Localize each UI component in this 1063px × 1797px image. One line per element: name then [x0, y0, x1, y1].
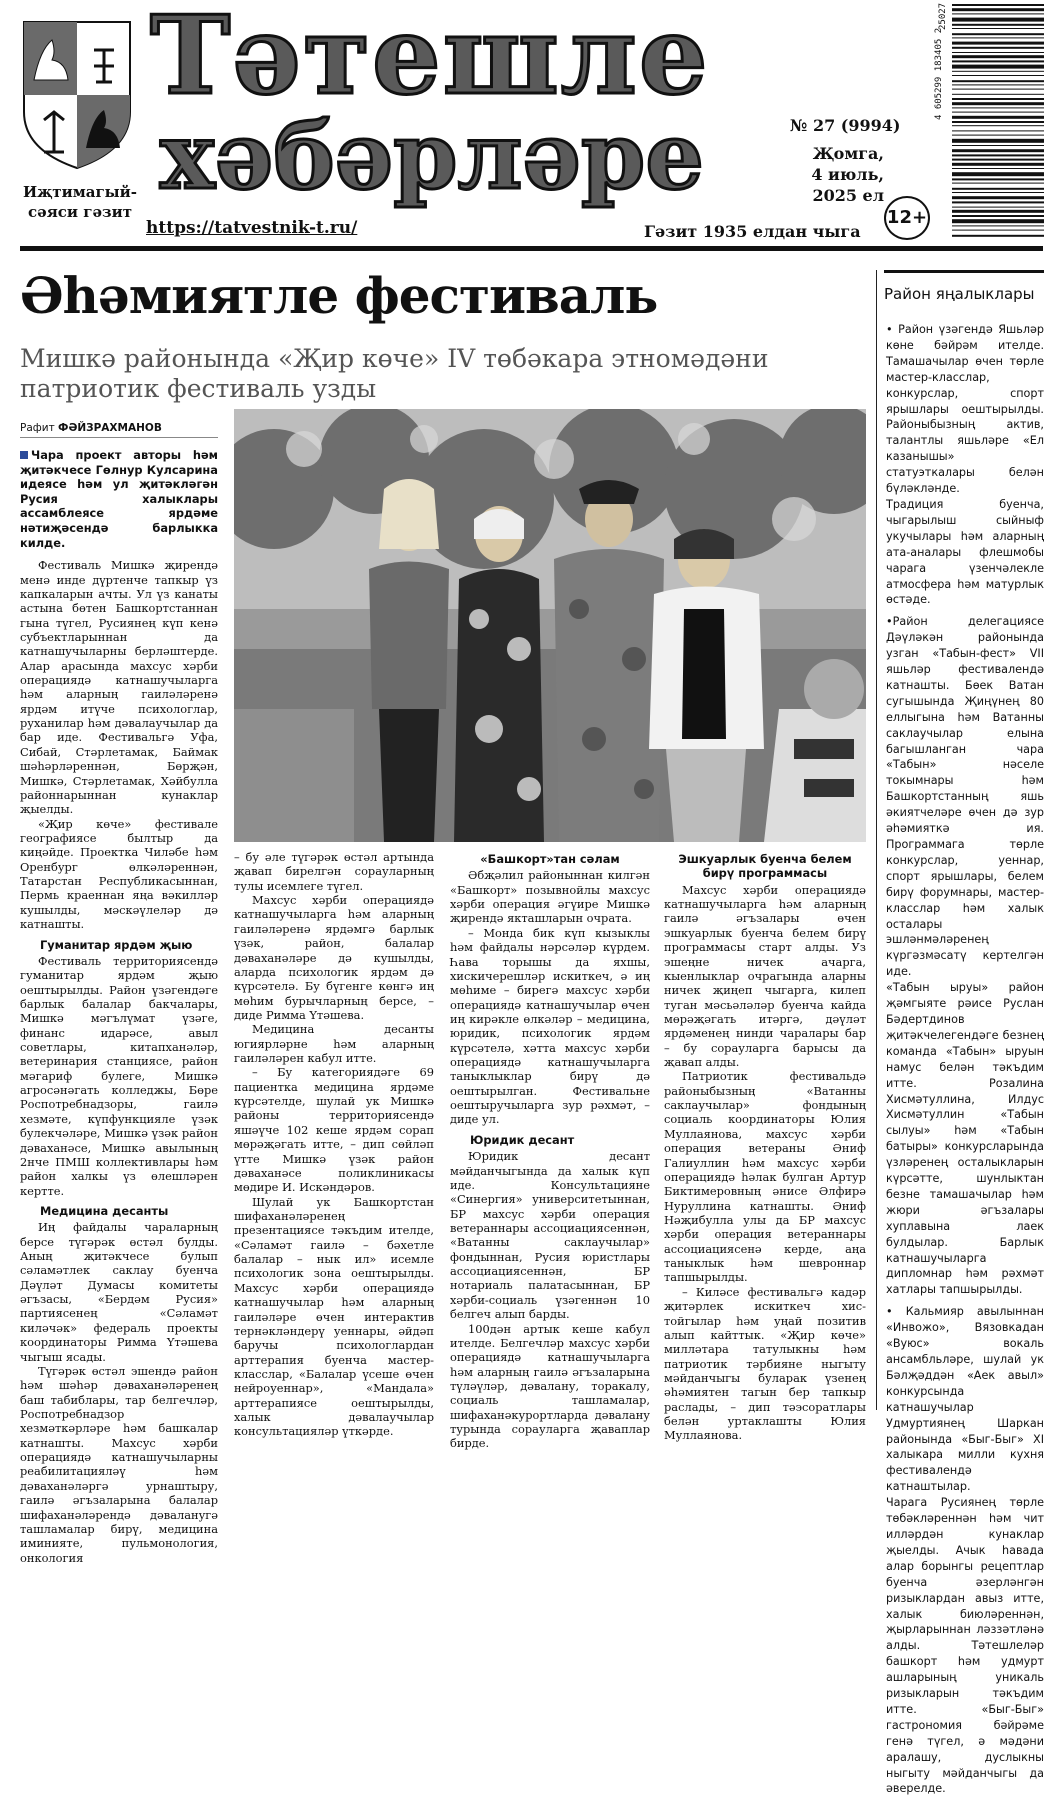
barcode-bar	[952, 98, 1044, 100]
sidebar-news	[886, 322, 1044, 1797]
coat-of-arms-emblem	[22, 20, 132, 170]
barcode-bar	[952, 183, 1044, 184]
barcode-bar	[952, 219, 1044, 223]
barcode-bar	[952, 65, 1044, 69]
barcode-icon	[936, 0, 1046, 240]
article-paragraph: – бу әле түгәрәк өстәл артында җавап бирелгән сорауларның тулы исемлеге түгел.	[234, 850, 434, 893]
article-paragraph: – Киләсе фестивальгә кадәр җитәрлек искиткеч хис-тойгылар һәм уңай позитив алып кайттык. «Җир көче» милләтара татулыкны һәм патриотик тәрбияне ныгыту мәйданчыгы буларак үзенең әһәмиятен тагын бер тапкыр раслады, – дип тәэсоратлары белән уртаклашты Юлия Муллаянова.	[664, 1284, 866, 1443]
article-paragraph: – Бу категориядәге 69 пациентка медицина ярдәме күрсәтелде, шулай ук Мишкә районы территориясендә яшәүче 102 кеше ярдәм сорап мөрәҗәгать итте, – дип сөйләп үтте Мишкә үзәк район дәваханәсе поликлиникасы мөдире И. Искәндәров.	[234, 1065, 434, 1195]
barcode-bar	[952, 196, 1044, 199]
barcode-bar	[952, 159, 1044, 161]
barcode-top: 25027	[938, 2, 948, 30]
barcode-bar	[952, 71, 1044, 72]
barcode-bar	[952, 52, 1044, 53]
article-paragraph: Медицина десанты югиярләрне һәм аларның гаиләләрен кабул итте.	[234, 1022, 434, 1066]
masthead-rule	[20, 246, 1043, 251]
barcode-bar	[952, 168, 1044, 169]
barcode-bar	[952, 172, 1044, 176]
subheading-entrepreneurship: Эшкуарлык буенча белем бирү программасы	[678, 852, 852, 881]
barcode-bar	[952, 121, 1044, 123]
barcode-bar	[952, 225, 1044, 226]
sidebar-item: Традиция буенча, чыгарылыш сыйныф укучылары һәм аларның ата-аналары флешмобы чарага үзенчәлекле атмосфера һәм матурлык өстәде.	[886, 497, 1044, 607]
sidebar-item: • Кальмияр авылыннан «Инвожо», Вязовкадан «Вуюс» вокаль ансамбльләре, шулай ук Бәлҗәддән «Аек авыл» конкурсында катнашучылар Удмуртиянең Шаркан районында «Быг-Быг» XI халыкара милли кухня фестивалендә катнаштылар.	[886, 1305, 1044, 1494]
barcode-bar	[952, 207, 1044, 208]
website-link[interactable]: https://tatvestnik-t.ru/	[146, 218, 358, 238]
barcode-bar	[952, 135, 1044, 136]
barcode-bar	[952, 235, 1044, 237]
barcode-bar	[952, 116, 1044, 119]
sidebar-item: • Район үзәгендә Яшьләр көне бәйрәм ителде. Тамашачылар өчен төрле мастер-класслар, конкурслар, спорт ярышлары оештырылды. Районыбызның актив, талантлы яшьләре «Ел казанышы» статуэткалары белән бүләкләнде.	[886, 323, 1044, 496]
article-paragraph: Шулай ук Башкортстан шифаханәләренең презентациясе тәкъдим ителде, «Сәламәт гаилә – бәхетле балалар – нык ил» исемле психологик зона оештырылды. Махсус хәрби операциядә катнашучылар һәм аларның гаиләләре өчен интерактив тернәкләндерү уеннары, әйдәп баручы психологлардан арттерапия буенча мастер-класслар, «Балалар үсеше өчен нейроуеннар», «Мандала» арттерапиясе оештырылды, халык дәвалаучылар консультацияләр үткәрде.	[234, 1194, 434, 1439]
sidebar-divider	[876, 270, 877, 1410]
barcode-bar	[952, 80, 1044, 82]
barcode-bar	[952, 215, 1044, 217]
barcode-bar	[952, 210, 1044, 213]
barcode-bar	[952, 18, 1044, 22]
subheading-humanitarian: Гуманитар ярдәм җыю	[40, 937, 193, 952]
barcode-bar	[952, 192, 1044, 193]
article-paragraph: Түгәрәк өстәл эшендә район һәм шәһәр дәваханәләренең баш табиблары, тар белгечләр, Роспотребнадзор хезмәткәрләре һәм башкалар катнашты. Махсус хәрби операциядә катнашучыларны реабилитацияләү һәм дәваханәләргә урнаштыру, гаилә әгъзаларына балалар шифаханәләрендә дәваланугә ташламалар бирү, медицина иминияте, пульмонология, онкология	[20, 1363, 218, 1565]
barcode-bar	[952, 139, 1044, 143]
barcode-bar	[952, 163, 1044, 166]
article-paragraph: Фестиваль Мишкә җирендә менә инде дүртенче тапкыр үз капкаларын ачты. Ул үз канаты астына бөтен Башкортстаннан гына түгел, Русиянең күп кенә субъектларыннан да катнашучыларны берләштерде. Алар арасында махсус хәрби операциядә катнашучыларга һәм аларның гаиләләренә ярдәм итүче психологлар, руханилар һәм дәвалаучылар да бар иде. Фестивальгә Уфа, Сибай, Стәрлетамак, Баймак шәһәрләреннән, Бөрҗән, Мишкә, Стәрлетамак, Хәйбулла районнарыннан кунаклар җыелды.	[20, 558, 218, 817]
masthead-title-line1: Тәтешле	[150, 0, 710, 119]
subheading-bashkort: «Башкорт»тан сәлам	[480, 852, 620, 866]
barcode-bar	[952, 102, 1044, 105]
barcode-bar	[952, 125, 1044, 126]
issue-number: № 27 (9994)	[790, 116, 901, 135]
barcode-bar	[952, 60, 1044, 62]
barcode-bar	[952, 130, 1044, 131]
issue-date: Җомга, 4 июль, 2025 ел	[811, 144, 884, 205]
byline-first-name: Рафит	[20, 422, 55, 434]
barcode-bar	[952, 201, 1044, 203]
festival-photo	[234, 409, 866, 842]
barcode-bar	[952, 24, 1044, 26]
barcode-bar	[952, 89, 1044, 90]
article-paragraph: Юридик десант мәйданчыгында да халык күп иде. Консультацияне «Синергия» университетыннан, БР махсус хәрби операция ветераннары ассоциациясеннән, «Ватанны саклаучылар» фондыннан, Русия юристлары ассоциациясеннән, БР нотариаль палатасыннан, БР хәрби-социаль үзәгеннән 10 белгеч алып барды.	[450, 1149, 650, 1322]
article-lead: Чара проект авторы һәм җитәкчесе Гөлнур Кулсарина идеясе һәм ул җитәкләгән Русия халыклары ассамблеясе ярдәме нәтиҗәсендә барлыкка килде.	[20, 448, 218, 550]
age-rating-badge: 12+	[884, 196, 930, 240]
sidebar-heading: Район яңалыклары	[884, 270, 1044, 303]
article-column-4	[664, 852, 866, 1443]
barcode-bar	[952, 42, 1044, 45]
article-paragraph: – Монда бик күп кызыклы һәм файдалы нәрсәләр күрдем. Һава торышы да яхшы, хискичерешләр искиткеч, ә иң мөһиме – бирегә махсус хәрби операциядә катнашучылар өчен иң кирәкле өлкәләр – медицина, юридик, психологик ярдәм күрсәтелә, хәтта махсус хәрби операциядә катнашучыларга таныклыклар бирү дә оештырылган. Фестивальне оештыручыларга зур рәхмәт, – диде ул.	[450, 925, 650, 1127]
article-byline	[20, 422, 218, 438]
barcode: 4 605299 183405 2 25027	[936, 0, 1046, 240]
article-headline: Әһәмиятле фестиваль	[20, 266, 658, 325]
article-paragraph: Әбҗәлил районыннан килгән «Башкорт» позывнойлы махсус хәрби операция әгүире Мишкә җирендә якташларын очрата.	[450, 868, 650, 926]
article-column-2	[234, 850, 434, 1439]
article-paragraph: 100дән артык кеше кабул ителде. Белгечләр махсус хәрби операциядә катнашучыларга һәм аларның гаилә әгъзаларына түләүләр, дәвалану, торакалу, социаль ташламалар, шифаханәкурортларда дәвалану турында сорауларга җаваплар бирде.	[450, 1321, 650, 1451]
article-paragraph: Махсус хәрби операциядә катнашучыларга һәм аларның гаилә әгъзалары өчен эшкуарлык буенча белем бирү программасы старт алды. Уз эшеңне ничек ачарга, кыенлыклар очрагында аларны ничек җиңеп чыгарга, килеп туган мәсьәләләр буенча кайда мөрәҗәгать итәргә, дәүләт ярдәменең нинди чаралары бар – бу сорауларга барысы да җавап алды.	[664, 882, 866, 1070]
article-paragraph: «Җир көче» фестивале географиясе былтыр да киңәйде. Проектка Чиләбе һәм Оренбург өлкәләреннән, Татарстан Республикасыннан, Пермь краеннан яңа вәкилләр кушылды, мәскәүлеләр дә катнашты.	[20, 816, 218, 932]
barcode-bar	[952, 178, 1044, 180]
article-paragraph: Махсус хәрби операциядә катнашучыларга һәм аларның гаиләләренә ярдәмгә барлык үзәк, район, балалар дәваханәләре дә кушылды, аларда психологик ярдәм дә күрсәтелә. Бу бүгенге көнгә иң мөһим бурычларның берсе, – диде Римма Үтәшева.	[234, 893, 434, 1022]
article-column-1	[20, 448, 218, 1565]
article-deck: Мишкә районында «Җир көче» IV төбәкара этномәдәни патриотик фестиваль узды	[20, 344, 769, 403]
barcode-bar	[952, 37, 1044, 38]
barcode-bar	[952, 149, 1044, 152]
masthead-subtitle: Иҗтимагый-сәяси гәзит	[22, 183, 138, 222]
barcode-bar	[952, 8, 1044, 11]
barcode-bar	[952, 230, 1044, 231]
barcode-bar	[952, 112, 1044, 113]
barcode-bar	[952, 33, 1044, 35]
barcode-bar	[952, 94, 1044, 95]
masthead-title-line2: хәбәрләре	[160, 102, 704, 210]
barcode-bar	[952, 55, 1044, 58]
subheading-medical: Медицина десанты	[40, 1203, 169, 1218]
founded-note: Гәзит 1935 елдан чыга	[644, 222, 861, 241]
subheading-legal: Юридик десант	[470, 1132, 575, 1147]
barcode-bar	[952, 154, 1044, 156]
barcode-bar	[952, 4, 1044, 6]
barcode-bar	[952, 28, 1044, 29]
sidebar-item: Чарага Русиянең төрле төбәкләреннән һәм чит илләрдән кунаклар җыелды. Ачык һавада алар борынгы рецептлар буенча әзерләнгән ризыклардан авыз итте, халык биюләреннән, җырларыннан ләззәтләнә алды. Тәтешлеләр башкорт һәм удмурт ашларының уникаль ризыкларын тәкъдим итте. «Быг-Быг» гастрономия бәйрәме генә түгел, ә мәдәни аралашу, дуслыкны ныгыту мәйданчыгы да әверелде.	[886, 1496, 1044, 1796]
barcode-bar	[952, 13, 1044, 14]
barcode-bar	[952, 107, 1044, 108]
article-paragraph: Патриотик фестивальдә районыбызның «Ватанны саклаучылар» фондының социаль координаторы Юлия Муллаянова, махсус хәрби операция ветераны Әниф Галиуллин һәм махсус хәрби операциядә һәлак булган Артур Биктимеровның әнисе Әлфирә Нуруллина катнашты. Әниф Нәҗибулла улы да БР махсус хәрби операция ветераннары ассоциациясенә керде, аңа таныклык һәм шевроннар тапшырылды.	[664, 1069, 866, 1285]
article-paragraph: Фестиваль территориясендә гуманитар ярдәм җыю оештырылды. Район үзәгендәге барлык балалар бакчалары, Мишкә мәгълүмат үзәге, финанс идарәсе, авыл советлары, китапханәләр, ветеринария станциясе, район мәгариф булеге, Мишкә агросәнәгать колледжы, Бөре Роспотребнадзоры, гаилә хезмәте, күпфункцияле үзәк булекчәләре, Мишкә үзәк район дәваханәсе, Мишкә авылының 2нче ПМШ коллективлары һәм район халкы үз өлешләрен кертте.	[20, 953, 218, 1198]
byline-last-name: ФӘЙЗРАХМАНОВ	[58, 422, 162, 434]
article-column-3	[450, 852, 650, 1451]
barcode-bar	[952, 145, 1044, 146]
barcode-bar	[952, 47, 1044, 49]
barcode-bar	[952, 188, 1044, 190]
sidebar-item: «Табын ыруы» район җәмгыяте рәисе Руслан Бәдертдинов җитәкчелегендәге безнең команда «Табын» ыруын намус белән тәкъдим итте. Розалина Хисмәтуллина, Илдус Хисмәтуллин «Табын сылуы» һәм «Табын батыры» конкурсларында үзләренең осталыкларын күрсәтте, шунлыктан безне тамашачылар һәм жюри әгъзалары хуплавына лаек булдылар. Барлык катнашучыларга дипломнар һәм рәхмәт хатлары тапшырылды.	[886, 981, 1044, 1297]
article-paragraph: Иң файдалы чараларның берсе түгәрәк өстәл булды. Аның җитәкчесе булып сәламәтлек саклау буенча Дәүләт Думасы комитеты әгъзасы, «Бердәм Русия» партиясенең «Сәламәт киләчәк» федераль проекты координаторы Римма Үтәшева чыгыш ясады.	[20, 1220, 218, 1364]
barcode-bar	[952, 84, 1044, 85]
barcode-bar	[952, 75, 1044, 76]
sidebar-item: •Район делегациясе Дәүләкән районында узган «Табын-фест» VII яшьләр фестивалендә катнашты. Бөек Ватан сугышында Җиңүнең 80 еллыгына һәм Ватанны саклаучылар елына багышланган чара «Табын» нәселе токымнары һәм Башкортстанның яшь әкиятчеләре өчен дә зур әһәмияткә ия. Программага төрле конкурслар, уеннар, спорт ярышлары, белем бирү форумнары, мастер-класслар һәм халык осталары эшләнмәләренең күргәзмәсатү кертелгән иде.	[886, 615, 1044, 979]
